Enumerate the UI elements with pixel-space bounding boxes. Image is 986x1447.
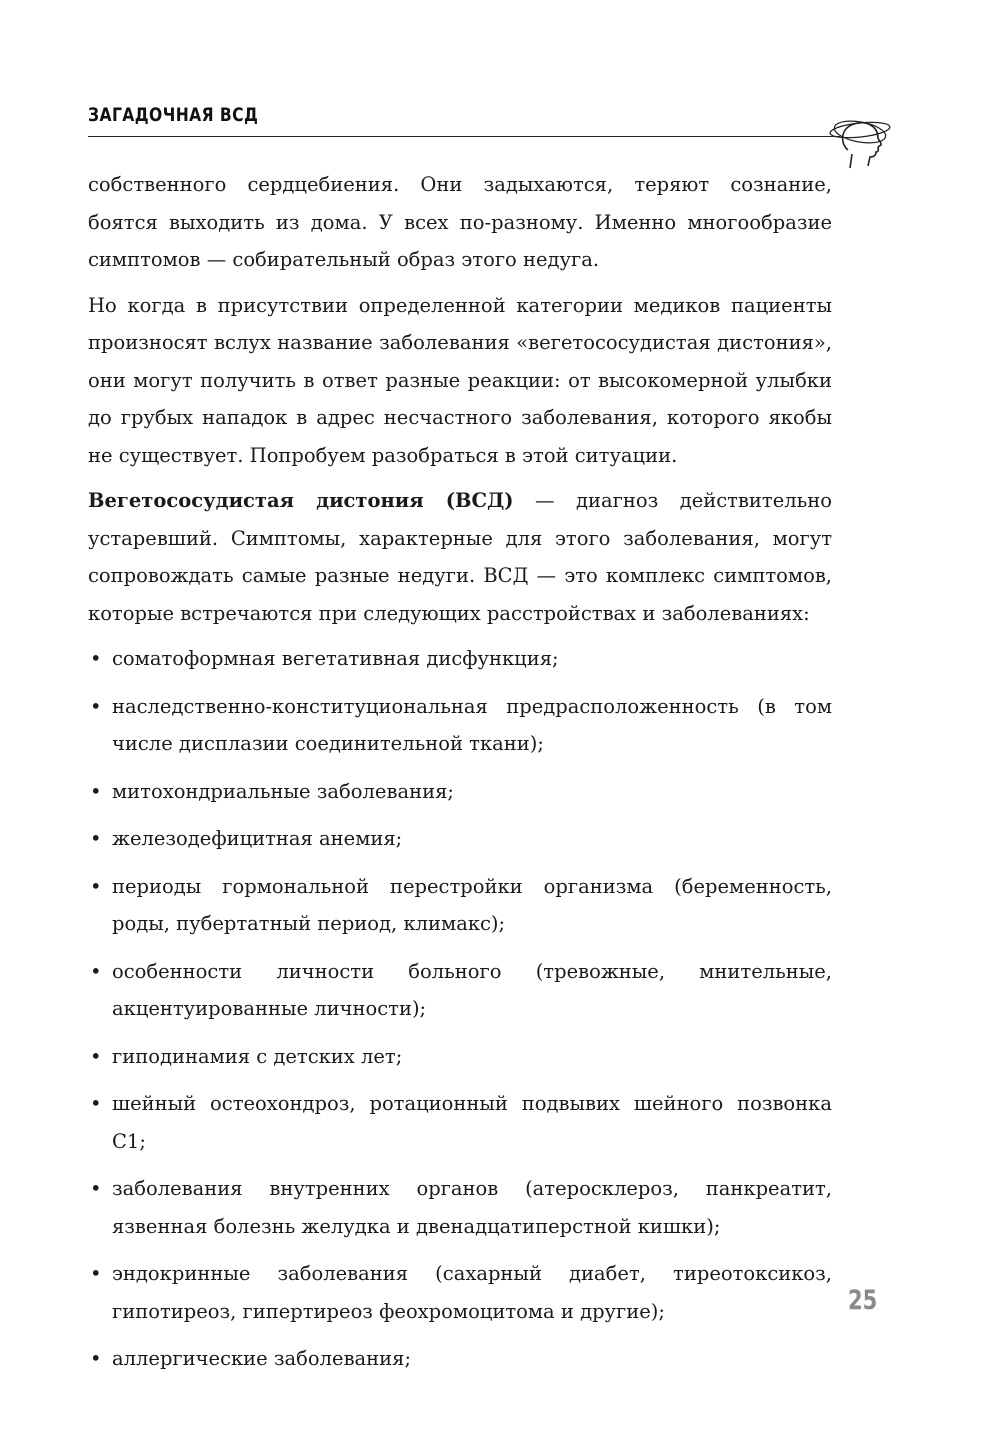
running-head-title: ЗАГАДОЧНАЯ ВСД xyxy=(88,104,259,126)
list-item: • митохондриальные заболевания; xyxy=(88,773,832,811)
list-item: • шейный остеохондроз, ротационный подвывих шейного позвонка С1; xyxy=(88,1085,832,1160)
paragraph-1: собственного сердцебиения. Они задыхаются, теряют сознание, боятся выходить из дома. У всех по-разному. Именно многообразие симптомов — собирательный образ этого недуга. xyxy=(88,173,832,271)
paragraph-3-lead-term: Вегетососудистая дистония (ВСД) xyxy=(88,489,514,512)
list-item: • железодефицитная анемия; xyxy=(88,820,832,858)
list-item: • особенности личности больного (тревожные, мнительные, акцентуированные личности); xyxy=(88,953,832,1028)
list-item: • заболевания внутренних органов (атеросклероз, панкреатит, язвенная болезнь желудка и двенадцатиперстной кишки); xyxy=(88,1170,832,1245)
list-item: • соматоформная вегетативная дисфункция; xyxy=(88,640,832,678)
list-item: • эндокринные заболевания (сахарный диабет, тиреотоксикоз, гипотиреоз, гипертиреоз феохромоцитома и другие); xyxy=(88,1255,832,1330)
list-item: • наследственно-конституциональная предрасположенность (в том числе дисплазии соединительной ткани); xyxy=(88,688,832,763)
conditions-list xyxy=(88,640,832,1378)
page-number: 25 xyxy=(848,1285,878,1316)
main-text xyxy=(88,166,832,1388)
head-with-orbits-icon xyxy=(826,110,896,172)
paragraph-3 xyxy=(88,482,832,632)
paragraph-3-text: — диагноз действительно устаревший. Симптомы, характерные для этого заболевания, могут сопровождать самые разные недуги. ВСД — это комплекс симптомов, которые встречаются при следующих расстройствах и заболеваниях: xyxy=(88,489,832,625)
list-item: • аллергические заболевания; xyxy=(88,1340,832,1378)
paragraph-2: Но когда в присутствии определенной категории медиков пациенты произносят вслух название заболевания «вегетососудистая дистония», они могут получить в ответ разные реакции: от высокомерной улыбки до грубых нападок в адрес несчастного заболевания, которого якобы не существует. Попробуем разобраться в этой ситуации. xyxy=(88,293,832,467)
list-item: • гиподинамия с детских лет; xyxy=(88,1038,832,1076)
header-rule xyxy=(88,136,840,137)
list-item: • периоды гормональной перестройки организма (беременность, роды, пубертатный период, климакс); xyxy=(88,868,832,943)
